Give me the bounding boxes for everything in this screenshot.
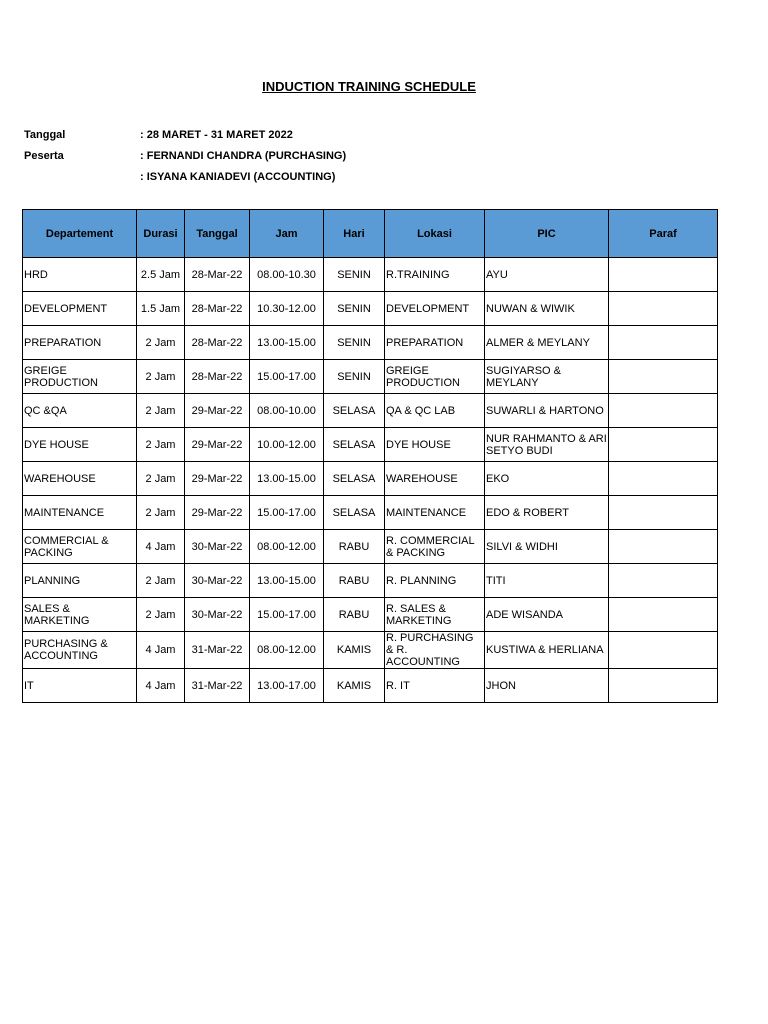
table-row <box>23 496 718 530</box>
cell-pic: EDO & ROBERT <box>485 496 609 530</box>
cell-hari: SENIN <box>324 258 385 292</box>
cell-paraf[interactable] <box>609 360 718 394</box>
cell-departement: IT <box>23 669 137 703</box>
cell-durasi: 2 Jam <box>137 598 185 632</box>
cell-pic: AYU <box>485 258 609 292</box>
table-row <box>23 360 718 394</box>
cell-pic: SUWARLI & HARTONO <box>485 394 609 428</box>
cell-durasi: 4 Jam <box>137 530 185 564</box>
cell-jam: 10.00-12.00 <box>250 428 324 462</box>
cell-lokasi: WAREHOUSE <box>385 462 485 496</box>
header-jam: Jam <box>250 210 324 258</box>
cell-tanggal: 28-Mar-22 <box>185 292 250 326</box>
table-row <box>23 530 718 564</box>
peserta-value-2: : ISYANA KANIADEVI (ACCOUNTING) <box>140 171 336 183</box>
header-lokasi: Lokasi <box>385 210 485 258</box>
cell-lokasi: R.TRAINING <box>385 258 485 292</box>
tanggal-label: Tanggal <box>24 129 66 141</box>
cell-hari: RABU <box>324 564 385 598</box>
cell-hari: SELASA <box>324 462 385 496</box>
cell-departement: DYE HOUSE <box>23 428 137 462</box>
cell-pic: EKO <box>485 462 609 496</box>
cell-durasi: 2 Jam <box>137 360 185 394</box>
cell-pic: SILVI & WIDHI <box>485 530 609 564</box>
cell-durasi: 4 Jam <box>137 632 185 669</box>
table-row <box>23 669 718 703</box>
cell-tanggal: 29-Mar-22 <box>185 428 250 462</box>
table-row <box>23 564 718 598</box>
header-pic: PIC <box>485 210 609 258</box>
cell-departement: PURCHASING & ACCOUNTING <box>23 632 137 669</box>
table-row <box>23 598 718 632</box>
cell-departement: WAREHOUSE <box>23 462 137 496</box>
cell-lokasi: R. COMMERCIAL & PACKING <box>385 530 485 564</box>
cell-jam: 13.00-15.00 <box>250 462 324 496</box>
cell-durasi: 4 Jam <box>137 669 185 703</box>
cell-tanggal: 28-Mar-22 <box>185 360 250 394</box>
cell-departement: MAINTENANCE <box>23 496 137 530</box>
header-durasi: Durasi <box>137 210 185 258</box>
cell-tanggal: 28-Mar-22 <box>185 258 250 292</box>
cell-durasi: 2.5 Jam <box>137 258 185 292</box>
cell-departement: SALES & MARKETING <box>23 598 137 632</box>
cell-paraf[interactable] <box>609 496 718 530</box>
cell-hari: RABU <box>324 530 385 564</box>
cell-tanggal: 28-Mar-22 <box>185 326 250 360</box>
cell-durasi: 2 Jam <box>137 394 185 428</box>
header-row <box>23 210 718 258</box>
cell-jam: 08.00-10.00 <box>250 394 324 428</box>
cell-paraf[interactable] <box>609 598 718 632</box>
cell-paraf[interactable] <box>609 462 718 496</box>
cell-pic: ADE WISANDA <box>485 598 609 632</box>
cell-tanggal: 29-Mar-22 <box>185 394 250 428</box>
cell-durasi: 2 Jam <box>137 428 185 462</box>
cell-durasi: 2 Jam <box>137 564 185 598</box>
cell-departement: HRD <box>23 258 137 292</box>
cell-durasi: 1.5 Jam <box>137 292 185 326</box>
cell-jam: 13.00-17.00 <box>250 669 324 703</box>
header-tanggal: Tanggal <box>185 210 250 258</box>
cell-departement: PLANNING <box>23 564 137 598</box>
table-row <box>23 326 718 360</box>
cell-tanggal: 31-Mar-22 <box>185 632 250 669</box>
table-row <box>23 394 718 428</box>
table-row <box>23 462 718 496</box>
cell-tanggal: 30-Mar-22 <box>185 530 250 564</box>
table-row <box>23 428 718 462</box>
cell-jam: 10.30-12.00 <box>250 292 324 326</box>
cell-paraf[interactable] <box>609 394 718 428</box>
cell-jam: 08.00-12.00 <box>250 632 324 669</box>
cell-durasi: 2 Jam <box>137 326 185 360</box>
cell-paraf[interactable] <box>609 564 718 598</box>
header-departement: Departement <box>23 210 137 258</box>
cell-departement: PREPARATION <box>23 326 137 360</box>
cell-paraf[interactable] <box>609 258 718 292</box>
cell-hari: SENIN <box>324 292 385 326</box>
peserta-value-1: : FERNANDI CHANDRA (PURCHASING) <box>140 150 347 162</box>
cell-hari: RABU <box>324 598 385 632</box>
cell-durasi: 2 Jam <box>137 462 185 496</box>
table-row <box>23 258 718 292</box>
cell-lokasi: QA & QC LAB <box>385 394 485 428</box>
cell-lokasi: PREPARATION <box>385 326 485 360</box>
cell-hari: SELASA <box>324 394 385 428</box>
cell-pic: TITI <box>485 564 609 598</box>
cell-paraf[interactable] <box>609 530 718 564</box>
cell-lokasi: R. IT <box>385 669 485 703</box>
cell-hari: KAMIS <box>324 632 385 669</box>
header-paraf: Paraf <box>609 210 718 258</box>
cell-hari: SENIN <box>324 360 385 394</box>
cell-departement: DEVELOPMENT <box>23 292 137 326</box>
cell-lokasi: R. SALES & MARKETING <box>385 598 485 632</box>
cell-jam: 13.00-15.00 <box>250 564 324 598</box>
cell-departement: COMMERCIAL & PACKING <box>23 530 137 564</box>
cell-tanggal: 29-Mar-22 <box>185 462 250 496</box>
table-row <box>23 292 718 326</box>
cell-jam: 08.00-10.30 <box>250 258 324 292</box>
cell-lokasi: R. PLANNING <box>385 564 485 598</box>
cell-tanggal: 29-Mar-22 <box>185 496 250 530</box>
cell-pic: NUR RAHMANTO & ARI SETYO BUDI <box>485 428 609 462</box>
cell-pic: JHON <box>485 669 609 703</box>
cell-tanggal: 30-Mar-22 <box>185 564 250 598</box>
cell-lokasi: DEVELOPMENT <box>385 292 485 326</box>
document-title: INDUCTION TRAINING SCHEDULE <box>262 79 476 94</box>
cell-hari: SELASA <box>324 428 385 462</box>
cell-pic: KUSTIWA & HERLIANA <box>485 632 609 669</box>
header-hari: Hari <box>324 210 385 258</box>
schedule-table <box>22 209 718 703</box>
cell-lokasi: DYE HOUSE <box>385 428 485 462</box>
cell-paraf[interactable] <box>609 669 718 703</box>
cell-pic: SUGIYARSO & MEYLANY <box>485 360 609 394</box>
table-row <box>23 632 718 669</box>
cell-paraf[interactable] <box>609 326 718 360</box>
cell-pic: ALMER & MEYLANY <box>485 326 609 360</box>
cell-hari: SENIN <box>324 326 385 360</box>
peserta-label: Peserta <box>24 150 64 162</box>
cell-jam: 15.00-17.00 <box>250 598 324 632</box>
cell-tanggal: 31-Mar-22 <box>185 669 250 703</box>
cell-jam: 13.00-15.00 <box>250 326 324 360</box>
cell-lokasi: MAINTENANCE <box>385 496 485 530</box>
cell-hari: SELASA <box>324 496 385 530</box>
cell-jam: 15.00-17.00 <box>250 496 324 530</box>
cell-departement: GREIGE PRODUCTION <box>23 360 137 394</box>
cell-paraf[interactable] <box>609 428 718 462</box>
cell-departement: QC &QA <box>23 394 137 428</box>
cell-jam: 08.00-12.00 <box>250 530 324 564</box>
cell-jam: 15.00-17.00 <box>250 360 324 394</box>
tanggal-value: : 28 MARET - 31 MARET 2022 <box>140 129 293 141</box>
cell-paraf[interactable] <box>609 632 718 669</box>
cell-durasi: 2 Jam <box>137 496 185 530</box>
cell-tanggal: 30-Mar-22 <box>185 598 250 632</box>
cell-pic: NUWAN & WIWIK <box>485 292 609 326</box>
cell-paraf[interactable] <box>609 292 718 326</box>
cell-lokasi: R. PURCHASING & R. ACCOUNTING <box>385 632 485 669</box>
cell-hari: KAMIS <box>324 669 385 703</box>
cell-lokasi: GREIGE PRODUCTION <box>385 360 485 394</box>
